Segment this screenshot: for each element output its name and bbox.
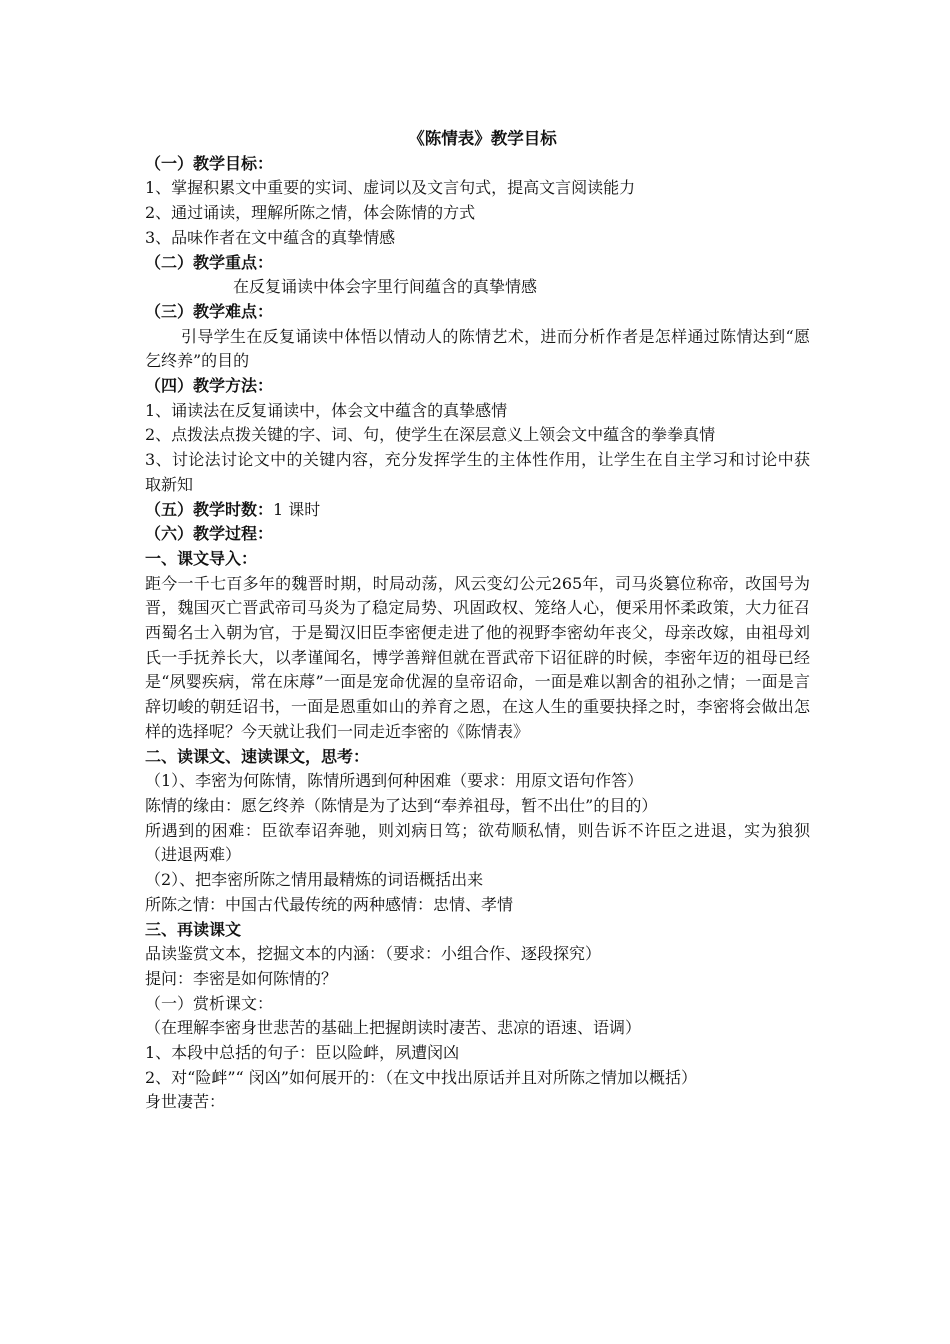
reread-line: （一）赏析课文： xyxy=(145,993,274,1013)
reread-line: 2、对“险衅”“ 闵凶”如何展开的：（在文中找出原话并且对所陈之情加以概括） xyxy=(145,1067,697,1087)
read-answer-feelings: 所陈之情：中国古代最传统的两种感情：忠情、孝情 xyxy=(145,894,514,914)
document-body xyxy=(145,127,810,1115)
reread-line: 提问：李密是如何陈情的？ xyxy=(145,968,338,988)
goal-item: 1、掌握积累文中重要的实词、虚词以及文言句式，提高文言阅读能力 xyxy=(145,178,636,198)
goal-item: 2、通过诵读，理解所陈之情，体会陈情的方式 xyxy=(145,203,476,223)
reread-line: 品读鉴赏文本，挖掘文本的内涵：（要求：小组合作、逐段探究） xyxy=(145,944,602,964)
read-question-2: （2）、把李密所陈之情用最精炼的词语概括出来 xyxy=(145,870,484,890)
focus-text: 在反复诵读中体会字里行间蕴含的真挚情感 xyxy=(233,277,538,297)
goal-item: 3、品味作者在文中蕴含的真挚情感 xyxy=(145,227,396,247)
focus-heading: （二）教学重点： xyxy=(145,252,274,272)
intro-paragraph: 距今一千七百多年的魏晋时期，时局动荡，风云变幻公元265年，司马炎篡位称帝，改国号为晋，魏国灭亡晋武帝司马炎为了稳定局势、巩固政权、笼络人心，便采用怀柔政策，大力征召西蜀名士入朝为官，于是蜀汉旧臣李密便走进了他的视野李密幼年丧父，母亲改嫁，由祖母刘氏一手抚养长大，以孝谨闻名，博学善辩但就在晋武帝下诏征辟的时候，李密年迈的祖母已经是“夙婴疾病，常在床蓐”一面是宠命优渥的皇帝诏命，一面是难以割舍的祖孙之情；一面是言辞切峻的朝廷诏书，一面是恩重如山的养育之恩，在这人生的重要抉择之时，李密将会做出怎样的选择呢？今天就让我们一同走近李密的《陈情表》 xyxy=(145,573,810,741)
document-title: 《陈情表》教学目标 xyxy=(408,129,557,148)
intro-heading: 一、课文导入： xyxy=(145,548,258,568)
process-heading: （六）教学过程： xyxy=(145,524,274,544)
hours-heading: （五）教学时数： xyxy=(145,499,274,519)
reread-heading: 三、再读课文 xyxy=(145,919,242,939)
read-answer-difficulty: 所遇到的困难：臣欲奉诏奔驰，则刘病日笃；欲苟顺私情，则告诉不许臣之进退，实为狼狈（进退两难） xyxy=(145,820,810,865)
read-answer-reason: 陈情的缘由：愿乞终养（陈情是为了达到“奉养祖母，暂不出仕”的目的） xyxy=(145,795,658,815)
reread-line: 身世凄苦： xyxy=(145,1092,226,1112)
reread-line: （在理解李密身世悲苦的基础上把握朗读时凄苦、悲凉的语速、语调） xyxy=(145,1018,642,1038)
reread-line: 1、本段中总括的句子：臣以险衅，夙遭闵凶 xyxy=(145,1043,460,1063)
difficulty-text: 引导学生在反复诵读中体悟以情动人的陈情艺术，进而分析作者是怎样通过陈情达到“愿乞终养”的目的 xyxy=(145,326,810,371)
method-item: 2、点拨法点拨关键的字、词、句，使学生在深层意义上领会文中蕴含的拳拳真情 xyxy=(145,425,716,445)
method-item: 3、讨论法讨论文中的关键内容，充分发挥学生的主体性作用，让学生在自主学习和讨论中获取新知 xyxy=(145,450,810,494)
goals-heading: （一）教学目标： xyxy=(145,153,274,173)
read-question-1: （1）、李密为何陈情，陈情所遇到何种困难（要求：用原文语句作答） xyxy=(145,771,644,791)
hours-line xyxy=(145,498,810,523)
difficulty-heading: （三）教学难点： xyxy=(145,301,274,321)
hours-value: 1 课时 xyxy=(273,499,321,519)
read-heading: 二、读课文、速读课文，思考： xyxy=(145,746,370,766)
method-item: 1、诵读法在反复诵读中，体会文中蕴含的真挚感情 xyxy=(145,400,508,420)
methods-heading: （四）教学方法： xyxy=(145,376,274,396)
